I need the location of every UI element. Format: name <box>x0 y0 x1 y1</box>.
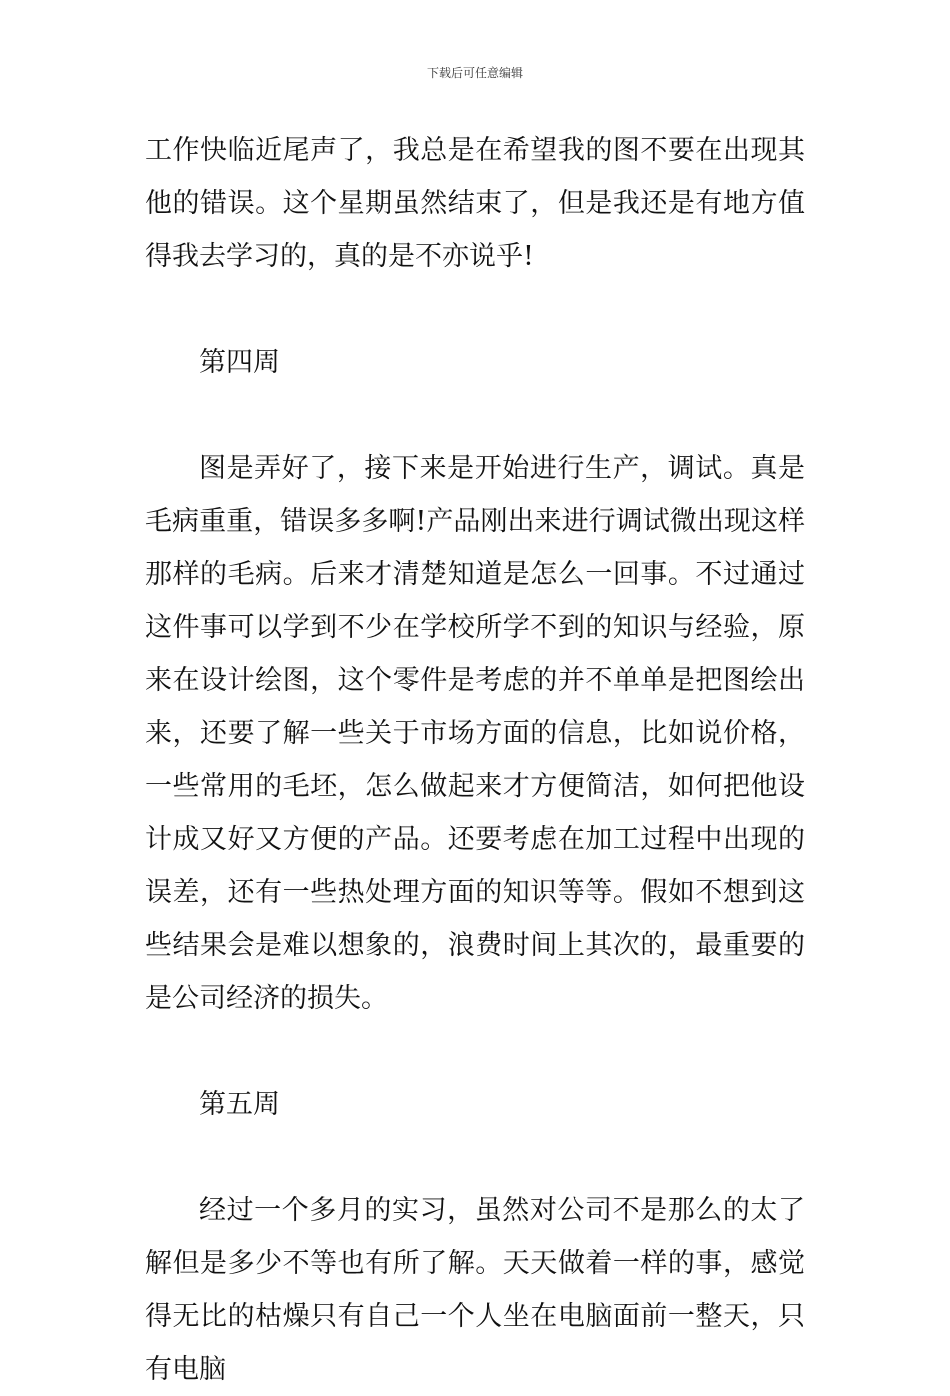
spacer <box>145 283 805 336</box>
paragraph-week5: 经过一个多月的实习，虽然对公司不是那么的太了解但是多少不等也有所了解。天天做着一样的事，感觉得无比的枯燥只有自己一个人坐在电脑面前一整天，只有电脑 <box>145 1195 805 1385</box>
paragraph-week4: 图是弄好了，接下来是开始进行生产，调试。真是毛病重重，错误多多啊!产品刚出来进行调试微出现这样那样的毛病。后来才清楚知道是怎么一回事。不过通过这件事可以学到不少在学校所学不到的知识与经验，原来在设计绘图，这个零件是考虑的并不单单是把图绘出来，还要了解一些关于市场方面的信息，比如说价格，一些常用的毛坯，怎么做起来才方便简洁，如何把他设计成又好又方便的产品。还要考虑在加工过程中出现的误差，还有一些热处理方面的知识等等。假如不想到这些结果会是难以想象的，浪费时间上其次的，最重要的是公司经济的损失。 <box>145 453 805 1014</box>
heading-week4: 第四周 <box>199 347 280 378</box>
document-body <box>145 124 805 1396</box>
spacer <box>145 389 805 442</box>
page-header: 下载后可任意编辑 <box>426 66 523 80</box>
spacer <box>145 1131 805 1184</box>
heading-week5: 第五周 <box>199 1089 280 1120</box>
paragraph-week3-end: 工作快临近尾声了，我总是在希望我的图不要在出现其他的错误。这个星期虽然结束了，但是我还是有地方值得我去学习的，真的是不亦说乎! <box>145 135 805 272</box>
spacer <box>145 1025 805 1078</box>
